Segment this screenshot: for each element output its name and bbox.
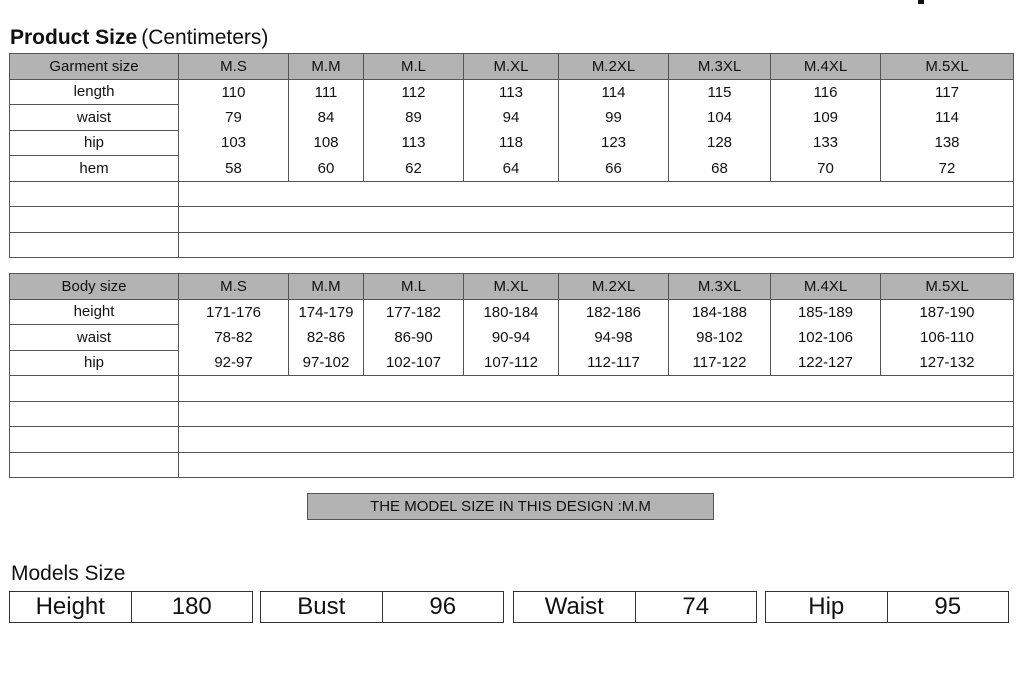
table-cell: 127-132 (881, 350, 1014, 376)
table-cell: 104 (669, 105, 771, 131)
table-cell: 92-97 (179, 350, 289, 376)
table-cell: 133 (771, 130, 881, 156)
table-cell: 94-98 (559, 325, 669, 351)
table-header-row (10, 54, 1014, 80)
header-cell: M.M (289, 54, 364, 80)
empty-row (10, 232, 1014, 258)
table-cell: 184-188 (669, 299, 771, 325)
header-cell: Garment size (10, 54, 179, 80)
table-cell: 187-190 (881, 299, 1014, 325)
table-cell: 115 (669, 79, 771, 105)
header-cell: M.L (364, 54, 464, 80)
table-cell: 68 (669, 156, 771, 182)
table-cell: 102-107 (364, 350, 464, 376)
empty-cell (179, 232, 1014, 258)
table-cell: 128 (669, 130, 771, 156)
models-size-row (9, 591, 1013, 623)
model-size-note: THE MODEL SIZE IN THIS DESIGN :M.M (307, 493, 714, 520)
header-cell: M.3XL (669, 274, 771, 300)
table-row (10, 79, 1014, 105)
table-cell: 180-184 (464, 299, 559, 325)
model-waist-group (513, 591, 757, 623)
table-cell: 112-117 (559, 350, 669, 376)
table-row (10, 156, 1014, 182)
model-hip-group (765, 591, 1009, 623)
model-label: Height (10, 592, 132, 622)
model-bust-group (260, 591, 504, 623)
row-label: length (10, 79, 179, 105)
empty-row (10, 452, 1014, 478)
empty-cell (10, 376, 179, 402)
empty-cell (10, 452, 179, 478)
table-cell: 174-179 (289, 299, 364, 325)
header-cell: M.XL (464, 54, 559, 80)
header-cell: M.S (179, 54, 289, 80)
model-value: 95 (934, 593, 962, 620)
empty-row (10, 376, 1014, 402)
table-cell: 58 (179, 156, 289, 182)
table-cell: 114 (559, 79, 669, 105)
empty-cell (10, 427, 179, 453)
table-row (10, 299, 1014, 325)
table-cell: 113 (364, 130, 464, 156)
empty-cell (10, 207, 179, 233)
table-cell: 79 (179, 105, 289, 131)
model-value: 180 (171, 593, 212, 620)
header-cell: M.S (179, 274, 289, 300)
header-cell: M.5XL (881, 274, 1014, 300)
header-cell: M.3XL (669, 54, 771, 80)
row-label: waist (10, 325, 179, 351)
title-unit: (Centimeters) (141, 26, 269, 49)
empty-cell (179, 427, 1014, 453)
table-cell: 107-112 (464, 350, 559, 376)
table-cell: 108 (289, 130, 364, 156)
header-cell: M.4XL (771, 54, 881, 80)
empty-row (10, 427, 1014, 453)
model-value: 74 (682, 593, 710, 620)
table-cell: 171-176 (179, 299, 289, 325)
table-row (10, 105, 1014, 131)
row-label: hip (10, 130, 179, 156)
model-label: Bust (261, 592, 383, 622)
empty-cell (10, 232, 179, 258)
empty-cell (179, 207, 1014, 233)
table-cell: 94 (464, 105, 559, 131)
table-cell: 102-106 (771, 325, 881, 351)
table-cell: 109 (771, 105, 881, 131)
page-title (10, 26, 268, 52)
model-height-group (9, 591, 253, 623)
header-cell: M.4XL (771, 274, 881, 300)
empty-row (10, 207, 1014, 233)
table-cell: 97-102 (289, 350, 364, 376)
row-label: hem (10, 156, 179, 182)
table-header-row (10, 274, 1014, 300)
table-cell: 122-127 (771, 350, 881, 376)
header-cell: M.2XL (559, 274, 669, 300)
table-cell: 84 (289, 105, 364, 131)
table-cell: 66 (559, 156, 669, 182)
table-cell: 123 (559, 130, 669, 156)
table-cell: 98-102 (669, 325, 771, 351)
row-label: height (10, 299, 179, 325)
table-cell: 111 (289, 79, 364, 105)
empty-cell (179, 181, 1014, 207)
header-cell: M.XL (464, 274, 559, 300)
model-label: Waist (514, 592, 636, 622)
garment-size-table (9, 53, 1014, 258)
table-cell: 72 (881, 156, 1014, 182)
table-cell: 185-189 (771, 299, 881, 325)
table-cell: 99 (559, 105, 669, 131)
header-cell: Body size (10, 274, 179, 300)
title-main: Product Size (10, 26, 138, 49)
table-cell: 117-122 (669, 350, 771, 376)
table-cell: 70 (771, 156, 881, 182)
table-cell: 182-186 (559, 299, 669, 325)
empty-cell (10, 401, 179, 427)
header-cell: M.M (289, 274, 364, 300)
body-size-table (9, 273, 1014, 478)
empty-row (10, 401, 1014, 427)
table-cell: 106-110 (881, 325, 1014, 351)
table-cell: 103 (179, 130, 289, 156)
table-cell: 112 (364, 79, 464, 105)
empty-cell (10, 181, 179, 207)
corner-mark (918, 0, 924, 4)
table-row (10, 350, 1014, 376)
table-cell: 138 (881, 130, 1014, 156)
table-row (10, 325, 1014, 351)
table-cell: 177-182 (364, 299, 464, 325)
table-cell: 82-86 (289, 325, 364, 351)
model-label: Hip (766, 592, 888, 622)
table-cell: 86-90 (364, 325, 464, 351)
header-cell: M.5XL (881, 54, 1014, 80)
table-cell: 62 (364, 156, 464, 182)
table-row (10, 130, 1014, 156)
header-cell: M.L (364, 274, 464, 300)
model-value: 96 (429, 593, 457, 620)
empty-cell (179, 452, 1014, 478)
models-size-heading: Models Size (11, 562, 126, 585)
table-cell: 89 (364, 105, 464, 131)
table-cell: 118 (464, 130, 559, 156)
table-cell: 78-82 (179, 325, 289, 351)
table-cell: 117 (881, 79, 1014, 105)
empty-row (10, 181, 1014, 207)
row-label: hip (10, 350, 179, 376)
table-cell: 110 (179, 79, 289, 105)
header-cell: M.2XL (559, 54, 669, 80)
table-cell: 90-94 (464, 325, 559, 351)
table-cell: 60 (289, 156, 364, 182)
table-cell: 113 (464, 79, 559, 105)
table-cell: 114 (881, 105, 1014, 131)
table-cell: 116 (771, 79, 881, 105)
empty-cell (179, 401, 1014, 427)
table-cell: 64 (464, 156, 559, 182)
empty-cell (179, 376, 1014, 402)
row-label: waist (10, 105, 179, 131)
